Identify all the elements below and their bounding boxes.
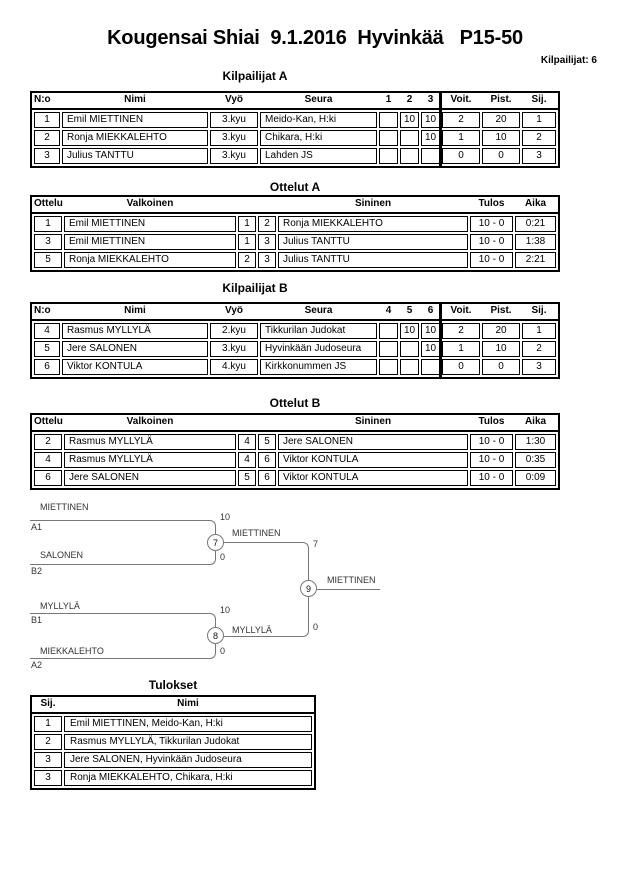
- cell-r2: [400, 130, 419, 146]
- cell-wins: 1: [442, 341, 480, 357]
- cell-time: 0:21: [515, 216, 556, 232]
- cell-time: 1:30: [515, 434, 556, 450]
- cell-points: 20: [482, 323, 520, 339]
- cell-r2: 10: [400, 323, 419, 339]
- cell-white-name: Emil MIETTINEN: [64, 216, 236, 232]
- match-number-circle: 9: [300, 580, 317, 597]
- cell-no: 4: [34, 323, 60, 339]
- table-row: [34, 341, 556, 357]
- bracket-pair-1: [30, 520, 216, 565]
- table-row: [34, 770, 312, 786]
- cell-name: Emil MIETTINEN: [62, 112, 208, 128]
- col-match-no: Ottelu: [34, 416, 63, 427]
- bracket-score: 7: [313, 539, 319, 549]
- cell-club: Hyvinkään Judoseura: [260, 341, 377, 357]
- bracket-winner-name: MIETTINEN: [232, 528, 281, 538]
- cell-time: 2:21: [515, 252, 556, 268]
- cell-score: 10 - 0: [470, 252, 513, 268]
- col-club: Seura: [304, 94, 333, 105]
- cell-score: 10 - 0: [470, 452, 513, 468]
- cell-place: 3: [522, 359, 556, 375]
- col-place: Sij.: [40, 698, 56, 709]
- cell-time: 0:35: [515, 452, 556, 468]
- matches-b-table: [30, 413, 560, 490]
- cell-r2: [400, 148, 419, 164]
- cell-wins: 0: [442, 148, 480, 164]
- table-row: [34, 452, 556, 468]
- cell-club: Tikkurilan Judokat: [260, 323, 377, 339]
- heading-pool-b: Kilpailijat B: [222, 281, 288, 295]
- cell-name: Emil MIETTINEN, Meido-Kan, H:ki: [64, 716, 312, 732]
- table-row: [34, 252, 556, 268]
- col-white: Valkoinen: [126, 198, 174, 209]
- cell-club: Lahden JS: [260, 148, 377, 164]
- cell-white-no: 1: [238, 234, 256, 250]
- cell-place: 1: [34, 716, 62, 732]
- col-name: Nimi: [124, 305, 146, 316]
- table-row: [34, 434, 556, 450]
- bracket-slot-name: MIEKKALEHTO: [40, 646, 104, 656]
- table-header: [32, 415, 558, 432]
- cell-wins: 1: [442, 130, 480, 146]
- col-white: Valkoinen: [126, 416, 174, 427]
- bracket-final-line: [317, 589, 380, 591]
- cell-belt: 3.kyu: [210, 112, 258, 128]
- cell-r3: [421, 148, 440, 164]
- col-club: Seura: [304, 305, 333, 316]
- match-number-circle: 8: [207, 627, 224, 644]
- table-row: [34, 716, 312, 732]
- col-name: Nimi: [177, 698, 199, 709]
- col-belt: Vyö: [225, 305, 243, 316]
- cell-place: 3: [522, 148, 556, 164]
- col-points: Pist.: [490, 305, 512, 316]
- col-r2: 2: [406, 94, 413, 105]
- bracket-score: 10: [220, 605, 231, 615]
- cell-name: Jere SALONEN: [62, 341, 208, 357]
- competitors-count: Kilpailijat: 6: [540, 55, 597, 66]
- col-blue: Sininen: [354, 198, 392, 209]
- table-header: [32, 197, 558, 214]
- cell-match-no: 2: [34, 434, 62, 450]
- cell-white-name: Ronja MIEKKALEHTO: [64, 252, 236, 268]
- col-white-no: [238, 198, 256, 211]
- cell-r3: 10: [421, 130, 440, 146]
- cell-score: 10 - 0: [470, 434, 513, 450]
- table-row: [34, 752, 312, 768]
- table-row: [34, 323, 556, 339]
- cell-blue-name: Julius TANTTU: [278, 252, 468, 268]
- cell-no: 5: [34, 341, 60, 357]
- cell-score: 10 - 0: [470, 216, 513, 232]
- cell-club: Meido-Kan, H:ki: [260, 112, 377, 128]
- col-r3: 6: [427, 305, 434, 316]
- cell-name: Rasmus MYLLYLÄ: [62, 323, 208, 339]
- table-header: [32, 697, 314, 714]
- heading-results: Tulokset: [148, 678, 198, 692]
- col-no: N:o: [34, 94, 51, 105]
- cell-white-no: 1: [238, 216, 256, 232]
- cell-r2: 10: [400, 112, 419, 128]
- col-points: Pist.: [490, 94, 512, 105]
- table-row: [34, 470, 556, 486]
- cell-time: 1:38: [515, 234, 556, 250]
- cell-white-no: 2: [238, 252, 256, 268]
- match-number-circle: 7: [207, 534, 224, 551]
- bracket-slot-seed: A1: [31, 522, 43, 532]
- cell-white-name: Rasmus MYLLYLÄ: [64, 434, 236, 450]
- cell-blue-name: Ronja MIEKKALEHTO: [278, 216, 468, 232]
- table-row: [34, 359, 556, 375]
- matches-a-table: [30, 195, 560, 272]
- cell-no: 2: [34, 130, 60, 146]
- pool-a-table: [30, 91, 560, 168]
- cell-place: 1: [522, 323, 556, 339]
- bracket-score: 0: [313, 622, 319, 632]
- col-time: Aika: [524, 198, 547, 209]
- bracket-slot-seed: B1: [31, 615, 43, 625]
- col-wins: Voit.: [450, 305, 472, 316]
- cell-match-no: 3: [34, 234, 62, 250]
- cell-wins: 2: [442, 323, 480, 339]
- cell-wins: 2: [442, 112, 480, 128]
- cell-r3: 10: [421, 341, 440, 357]
- bracket-pair-2: [30, 613, 216, 659]
- cell-no: 1: [34, 112, 60, 128]
- cell-blue-no: 3: [258, 234, 276, 250]
- cell-place: 2: [522, 341, 556, 357]
- col-r2: 5: [406, 305, 413, 316]
- cell-name: Viktor KONTULA: [62, 359, 208, 375]
- cell-points: 20: [482, 112, 520, 128]
- table-header: [32, 304, 558, 321]
- bracket-slot-name: SALONEN: [40, 550, 84, 560]
- cell-white-no: 5: [238, 470, 256, 486]
- cell-r1: [379, 112, 398, 128]
- cell-name: Julius TANTTU: [62, 148, 208, 164]
- cell-blue-name: Viktor KONTULA: [278, 470, 468, 486]
- table-row: [34, 148, 556, 164]
- col-r1: 4: [385, 305, 392, 316]
- cell-time: 0:09: [515, 470, 556, 486]
- cell-match-no: 6: [34, 470, 62, 486]
- cell-match-no: 4: [34, 452, 62, 468]
- cell-r2: [400, 341, 419, 357]
- cell-blue-name: Jere SALONEN: [278, 434, 468, 450]
- col-place: Sij.: [531, 94, 547, 105]
- cell-place: 2: [522, 130, 556, 146]
- bracket-slot-seed: B2: [31, 566, 43, 576]
- cell-no: 6: [34, 359, 60, 375]
- table-row: [34, 216, 556, 232]
- cell-points: 10: [482, 130, 520, 146]
- cell-score: 10 - 0: [470, 470, 513, 486]
- divider-line: [439, 93, 442, 166]
- col-time: Aika: [524, 416, 547, 427]
- table-row: [34, 112, 556, 128]
- bracket-score: 0: [220, 646, 226, 656]
- cell-r3: [421, 359, 440, 375]
- cell-points: 0: [482, 148, 520, 164]
- cell-club: Kirkkonummen JS: [260, 359, 377, 375]
- cell-white-name: Rasmus MYLLYLÄ: [64, 452, 236, 468]
- cell-blue-name: Viktor KONTULA: [278, 452, 468, 468]
- cell-blue-no: 6: [258, 470, 276, 486]
- bracket-score: 10: [220, 512, 231, 522]
- heading-matches-b: Ottelut B: [269, 396, 321, 410]
- cell-r2: [400, 359, 419, 375]
- cell-points: 10: [482, 341, 520, 357]
- cell-name: Ronja MIEKKALEHTO, Chikara, H:ki: [64, 770, 312, 786]
- col-white-no: [238, 416, 256, 429]
- page-title: Kougensai Shiai 9.1.2016 Hyvinkää P15-50: [107, 27, 523, 49]
- cell-r3: 10: [421, 112, 440, 128]
- cell-place: 3: [34, 752, 62, 768]
- col-belt: Vyö: [225, 94, 243, 105]
- col-blue-no: [258, 416, 276, 429]
- cell-match-no: 1: [34, 216, 62, 232]
- cell-white-name: Jere SALONEN: [64, 470, 236, 486]
- col-score: Tulos: [478, 416, 505, 427]
- table-row: [34, 734, 312, 750]
- cell-belt: 3.kyu: [210, 148, 258, 164]
- col-blue-no: [258, 198, 276, 211]
- col-r1: 1: [385, 94, 392, 105]
- cell-white-no: 4: [238, 434, 256, 450]
- bracket-slot-name: MYLLYLÄ: [40, 601, 80, 611]
- bracket-slot-name: MIETTINEN: [40, 502, 89, 512]
- col-wins: Voit.: [450, 94, 472, 105]
- col-name: Nimi: [124, 94, 146, 105]
- heading-matches-a: Ottelut A: [269, 180, 321, 194]
- cell-name: Jere SALONEN, Hyvinkään Judoseura: [64, 752, 312, 768]
- cell-belt: 4.kyu: [210, 359, 258, 375]
- col-r3: 3: [427, 94, 434, 105]
- bracket-slot-seed: A2: [31, 660, 43, 670]
- bracket-winner-name: MIETTINEN: [327, 575, 376, 585]
- cell-name: Ronja MIEKKALEHTO: [62, 130, 208, 146]
- cell-r1: [379, 130, 398, 146]
- cell-name: Rasmus MYLLYLÄ, Tikkurilan Judokat: [64, 734, 312, 750]
- cell-points: 0: [482, 359, 520, 375]
- cell-r3: 10: [421, 323, 440, 339]
- col-score: Tulos: [478, 198, 505, 209]
- col-no: N:o: [34, 305, 51, 316]
- table-row: [34, 130, 556, 146]
- heading-pool-a: Kilpailijat A: [222, 69, 288, 83]
- cell-belt: 3.kyu: [210, 130, 258, 146]
- bracket-winner-name: MYLLYLÄ: [232, 625, 272, 635]
- cell-wins: 0: [442, 359, 480, 375]
- cell-r1: [379, 148, 398, 164]
- cell-r1: [379, 359, 398, 375]
- cell-place: 2: [34, 734, 62, 750]
- cell-r1: [379, 323, 398, 339]
- cell-match-no: 5: [34, 252, 62, 268]
- table-header: [32, 93, 558, 110]
- cell-no: 3: [34, 148, 60, 164]
- cell-blue-no: 2: [258, 216, 276, 232]
- bracket-semifinal-connector: [223, 542, 309, 637]
- bracket-score: 0: [220, 552, 226, 562]
- cell-r1: [379, 341, 398, 357]
- cell-white-name: Emil MIETTINEN: [64, 234, 236, 250]
- table-row: [34, 234, 556, 250]
- cell-belt: 3.kyu: [210, 341, 258, 357]
- divider-line: [439, 304, 442, 377]
- cell-score: 10 - 0: [470, 234, 513, 250]
- cell-blue-no: 5: [258, 434, 276, 450]
- results-table: [30, 695, 316, 790]
- col-place: Sij.: [531, 305, 547, 316]
- cell-white-no: 4: [238, 452, 256, 468]
- cell-belt: 2.kyu: [210, 323, 258, 339]
- cell-blue-no: 3: [258, 252, 276, 268]
- pool-b-table: [30, 302, 560, 379]
- cell-blue-no: 6: [258, 452, 276, 468]
- cell-place: 3: [34, 770, 62, 786]
- cell-club: Chikara, H:ki: [260, 130, 377, 146]
- cell-blue-name: Julius TANTTU: [278, 234, 468, 250]
- cell-place: 1: [522, 112, 556, 128]
- col-blue: Sininen: [354, 416, 392, 427]
- col-match-no: Ottelu: [34, 198, 63, 209]
